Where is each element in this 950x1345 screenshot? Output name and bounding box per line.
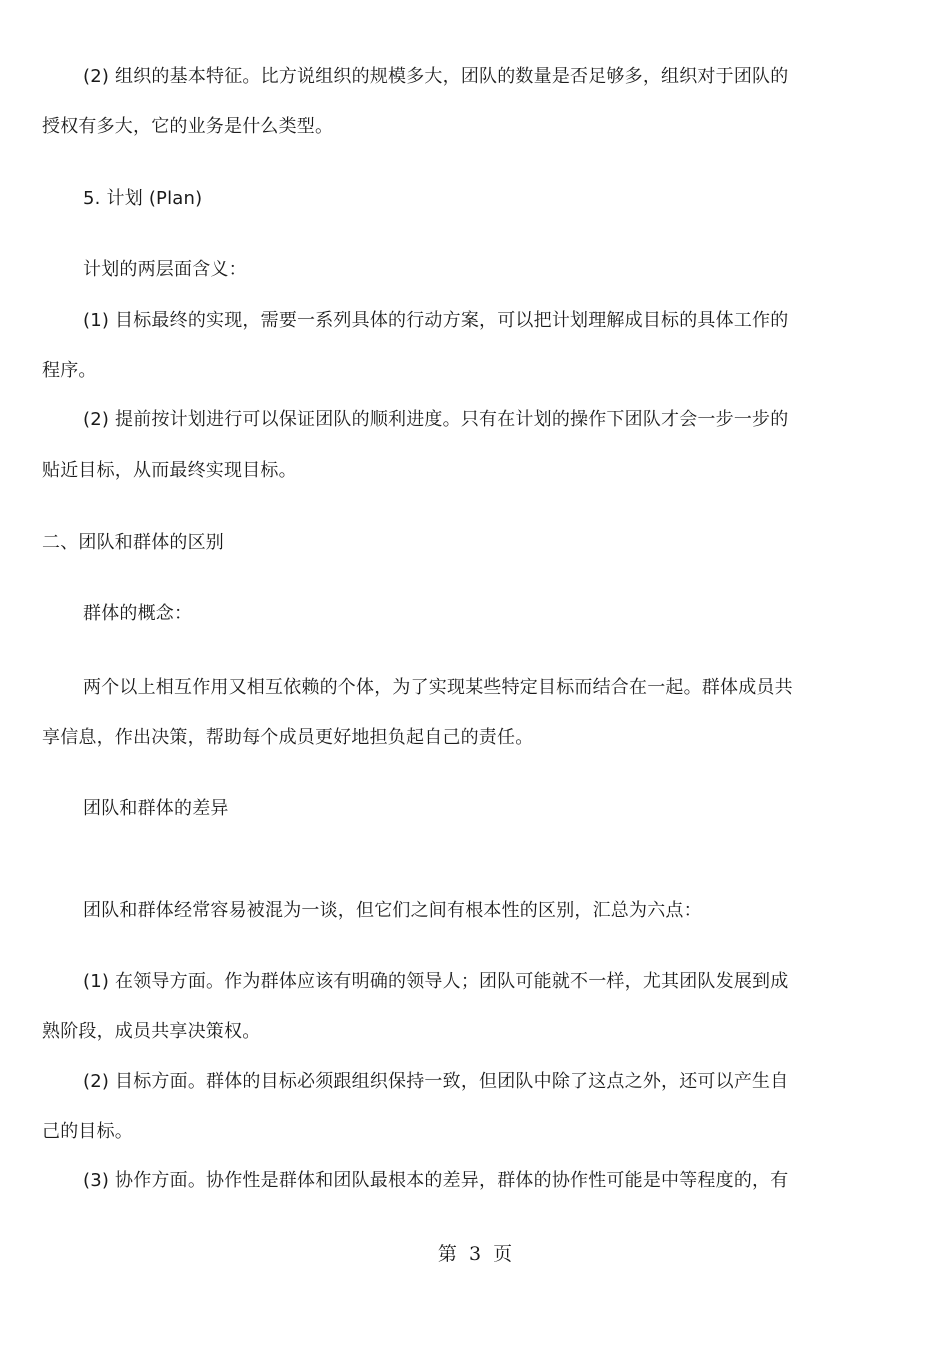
paragraph-line: 享信息，作出决策，帮助每个成员更好地担负起自己的责任。	[42, 727, 534, 748]
paragraph-line: 计划的两层面含义：	[83, 259, 247, 280]
paragraph-line: 群体的概念：	[83, 603, 193, 624]
page-number: 第 3 页	[437, 1243, 513, 1265]
paragraph-line: 程序。	[42, 360, 97, 381]
paragraph-line: (3) 协作方面。协作性是群体和团队最根本的差异，群体的协作性可能是中等程度的，有	[83, 1170, 789, 1191]
paragraph-line: (1) 在领导方面。作为群体应该有明确的领导人；团队可能就不一样，尤其团队发展到成	[83, 971, 789, 992]
section-heading: 5. 计划 (Plan)	[83, 188, 203, 209]
section-heading: 二、团队和群体的区别	[42, 532, 224, 553]
subheading: 团队和群体的差异	[83, 798, 229, 819]
paragraph-line: 授权有多大，它的业务是什么类型。	[42, 116, 334, 137]
paragraph-line: (2) 组织的基本特征。比方说组织的规模多大，团队的数量是否足够多，组织对于团队的	[83, 66, 789, 87]
paragraph-line: 己的目标。	[42, 1121, 133, 1142]
paragraph-line: 团队和群体经常容易被混为一谈，但它们之间有根本性的区别，汇总为六点：	[83, 900, 702, 921]
paragraph-line: 两个以上相互作用又相互依赖的个体，为了实现某些特定目标而结合在一起。群体成员共	[83, 677, 793, 698]
paragraph-line: 贴近目标，从而最终实现目标。	[42, 460, 297, 481]
paragraph-line: (2) 提前按计划进行可以保证团队的顺利进度。只有在计划的操作下团队才会一步一步的	[83, 409, 789, 430]
paragraph-line: 熟阶段，成员共享决策权。	[42, 1021, 261, 1042]
paragraph-line: (1) 目标最终的实现，需要一系列具体的行动方案，可以把计划理解成目标的具体工作的	[83, 310, 789, 331]
paragraph-line: (2) 目标方面。群体的目标必须跟组织保持一致，但团队中除了这点之外，还可以产生自	[83, 1071, 789, 1092]
